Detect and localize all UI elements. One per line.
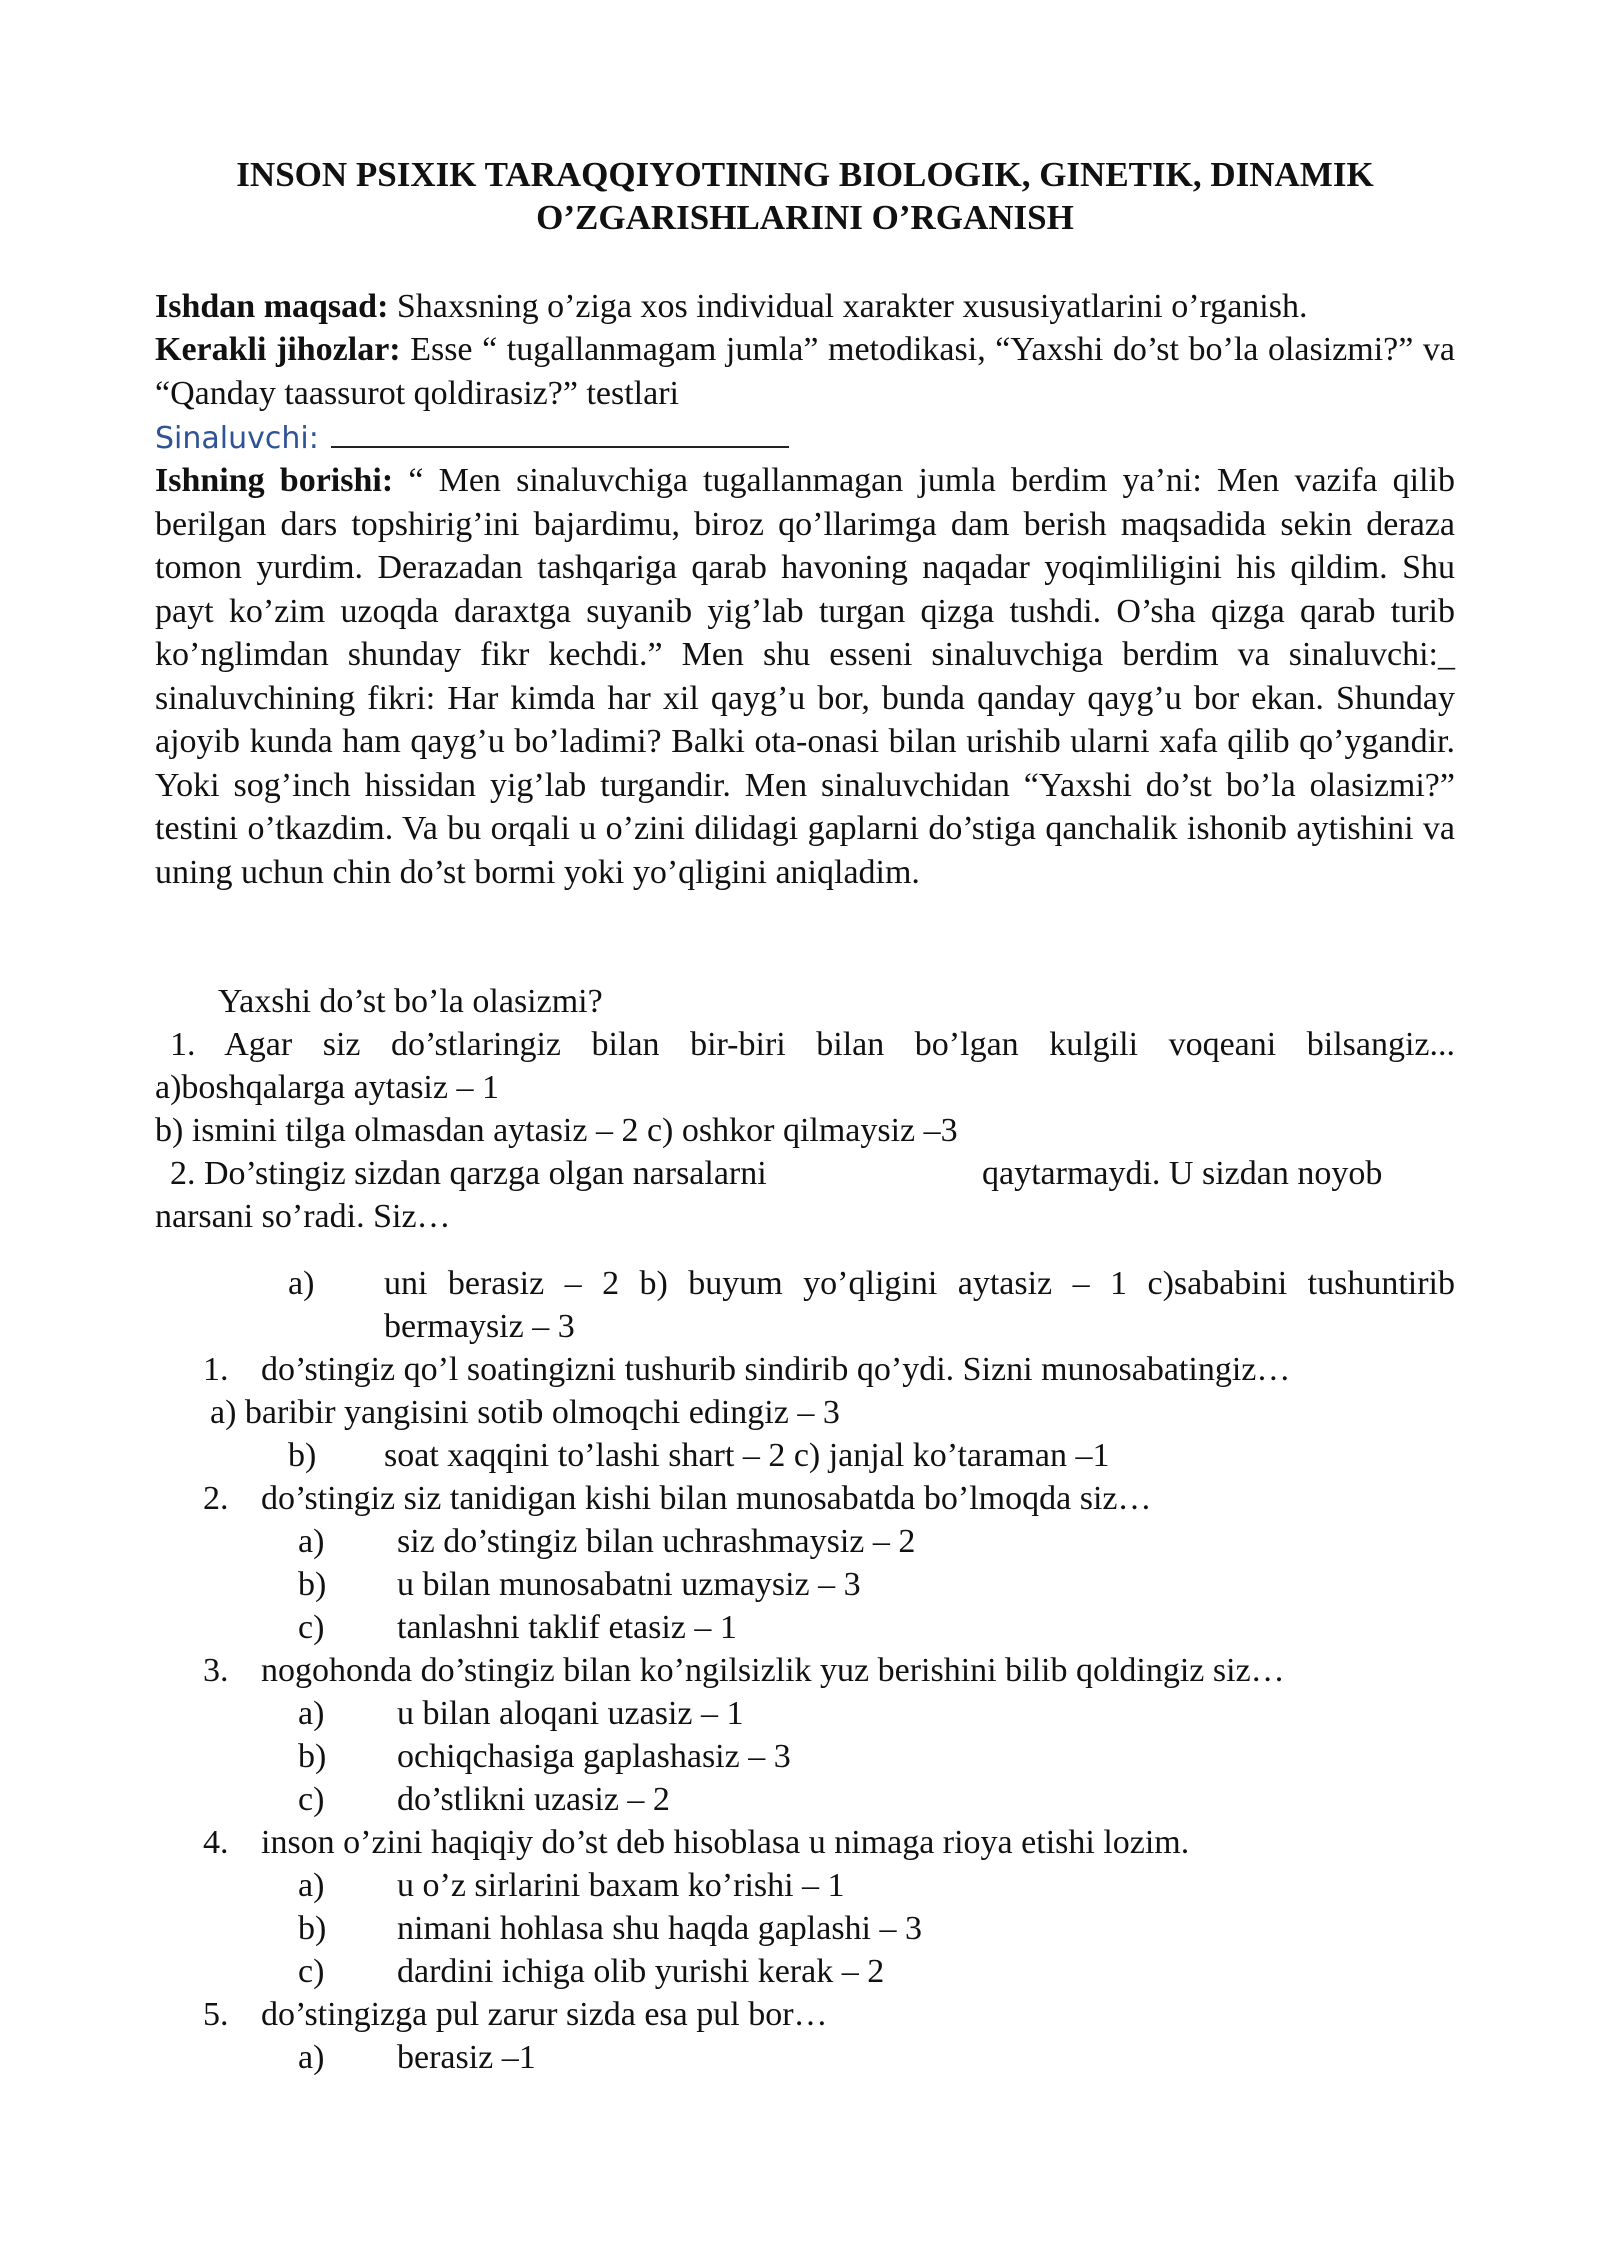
question-1-option-a: a)boshqalarga aytasiz – 1 — [155, 1069, 499, 1106]
question-1-options-bc: b) ismini tilga olmasdan aytasiz – 2 c) oshkor qilmaysiz –3 — [155, 1112, 958, 1149]
item-2-option-a-label: a) — [298, 1523, 325, 1560]
item-1-number: 1. — [203, 1351, 229, 1388]
equipment-paragraph — [155, 328, 1455, 415]
item-2-text: do’stingiz siz tanidigan kishi bilan munosabatda bo’lmoqda siz… — [261, 1480, 1152, 1517]
subject-line — [155, 416, 1455, 460]
question-2-text-line2: narsani so’radi. Siz… — [155, 1198, 451, 1235]
subject-label: Sinaluvchi: — [155, 421, 319, 456]
question-2-option-a-label: a) — [288, 1265, 315, 1302]
test-heading: Yaxshi do’st bo’la olasizmi? — [218, 983, 603, 1020]
document-title — [155, 153, 1455, 239]
item-2-option-b-text: u bilan munosabatni uzmaysiz – 3 — [397, 1566, 861, 1603]
process-text: “ Men sinaluvchiga tugallanmagan jumla berdim ya’ni: Men vazifa qilib berilgan dars topshirig’ini bajardimu, biroz qo’llarimga dam berish maqsadida sekin deraza tomon yurdim. Derazadan tashqariga qarab havoning naqadar yoqimliligini his qildim. Shu payt ko’zim uzoqda daraxtga suyanib yig’lab turgan qizga tushdi. O’sha qizga qarab turib ko’nglimdan shunday fikr kechdi.” Men shu esseni sinaluvchiga berdim va sinaluvchi:_ sinaluvchining fikri: Har kimda har xil qayg’u bor, bunda qanday qayg’u bor ekan. Shunday ajoyib kunda ham qayg’u bo’ladimi? Balki ota-onasi bilan urishib ularni xafa qilib qo’ygandir. Yoki sog’inch hissidan yig’lab turgandir. Men sinaluvchidan “Yaxshi do’st bo’la olasizmi?” testini o’tkazdim. Va bu orqali u o’zini dilidagi gaplarni do’stiga qanchalik ishonib aytishini va uning uchun chin do’st bormi yoki yo’qligini aniqladim. — [155, 462, 1455, 891]
item-5-option-a-text: berasiz –1 — [397, 2039, 536, 2076]
item-3-number: 3. — [203, 1652, 229, 1689]
item-1-option-b-label: b) — [288, 1437, 317, 1474]
item-3-option-c-text: do’stlikni uzasiz – 2 — [397, 1781, 670, 1818]
question-2-option-a-line2: bermaysiz – 3 — [384, 1308, 575, 1345]
goal-label: Ishdan maqsad: — [155, 288, 389, 325]
item-3-option-b-text: ochiqchasiga gaplashasiz – 3 — [397, 1738, 791, 1775]
subject-blank — [331, 422, 789, 448]
equipment-label: Kerakli jihozlar: — [155, 331, 401, 368]
question-2-text-part2: qaytarmaydi. U sizdan noyob — [982, 1155, 1383, 1192]
item-4-option-b-label: b) — [298, 1910, 327, 1947]
item-4-option-c-text: dardini ichiga olib yurishi kerak – 2 — [397, 1953, 885, 1990]
goal-paragraph — [155, 285, 1455, 329]
question-1-text: Agar siz do’stlaringiz bilan bir-biri bilan bo’lgan kulgili voqeani bilsangiz... — [224, 1026, 1455, 1063]
item-5-text: do’stingizga pul zarur sizda esa pul bor… — [261, 1996, 828, 2033]
question-2-option-a-line1: uni berasiz – 2 b) buyum yo’qligini aytasiz – 1 c)sababini tushuntirib — [384, 1265, 1455, 1302]
item-3-option-b-label: b) — [298, 1738, 327, 1775]
item-3-option-c-label: c) — [298, 1781, 325, 1818]
item-5-number: 5. — [203, 1996, 229, 2033]
question-2 — [170, 1152, 767, 1196]
item-2-option-b-label: b) — [298, 1566, 327, 1603]
item-4-text: inson o’zini haqiqiy do’st deb hisoblasa u nimaga rioya etishi lozim. — [261, 1824, 1190, 1861]
title-line-2: O’ZGARISHLARINI O’RGANISH — [536, 198, 1074, 237]
item-4-option-a-label: a) — [298, 1867, 325, 1904]
equipment-text: Esse “ tugallanmagam jumla” metodikasi, “Yaxshi do’st bo’la olasizmi?” va “Qanday taassurot qoldirasiz?” testlari — [155, 331, 1455, 412]
item-2-option-c-text: tanlashni taklif etasiz – 1 — [397, 1609, 737, 1646]
item-4-option-a-text: u o’z sirlarini baxam ko’rishi – 1 — [397, 1867, 845, 1904]
item-2-number: 2. — [203, 1480, 229, 1517]
item-2-option-c-label: c) — [298, 1609, 325, 1646]
item-4-number: 4. — [203, 1824, 229, 1861]
question-1-number: 1. — [170, 1026, 196, 1063]
item-5-option-a-label: a) — [298, 2039, 325, 2076]
process-paragraph — [155, 459, 1455, 894]
item-4-option-b-text: nimani hohlasa shu haqda gaplashi – 3 — [397, 1910, 923, 1947]
item-1-text: do’stingiz qo’l soatingizni tushurib sindirib qo’ydi. Sizni munosabatingiz… — [261, 1351, 1291, 1388]
item-3-text: nogohonda do’stingiz bilan ko’ngilsizlik yuz berishini bilib qoldingiz siz… — [261, 1652, 1285, 1689]
item-4-option-c-label: c) — [298, 1953, 325, 1990]
goal-text: Shaxsning o’ziga xos individual xarakter xususiyatlarini o’rganish. — [396, 288, 1308, 325]
item-1-option-b-text: soat xaqqini to’lashi shart – 2 c) janjal ko’taraman –1 — [384, 1437, 1110, 1474]
question-2-number: 2. — [170, 1155, 196, 1192]
item-3-option-a-label: a) — [298, 1695, 325, 1732]
process-label: Ishning borishi: — [155, 462, 394, 499]
item-1-option-a: a) baribir yangisini sotib olmoqchi edingiz – 3 — [210, 1394, 840, 1431]
title-line-1: INSON PSIXIK TARAQQIYOTINING BIOLOGIK, GINETIK, DINAMIK — [236, 155, 1374, 194]
question-2-text-part1: Do’stingiz sizdan qarzga olgan narsalarni — [204, 1155, 767, 1192]
item-2-option-a-text: siz do’stingiz bilan uchrashmaysiz – 2 — [397, 1523, 916, 1560]
item-3-option-a-text: u bilan aloqani uzasiz – 1 — [397, 1695, 744, 1732]
question-1 — [170, 1023, 1455, 1067]
